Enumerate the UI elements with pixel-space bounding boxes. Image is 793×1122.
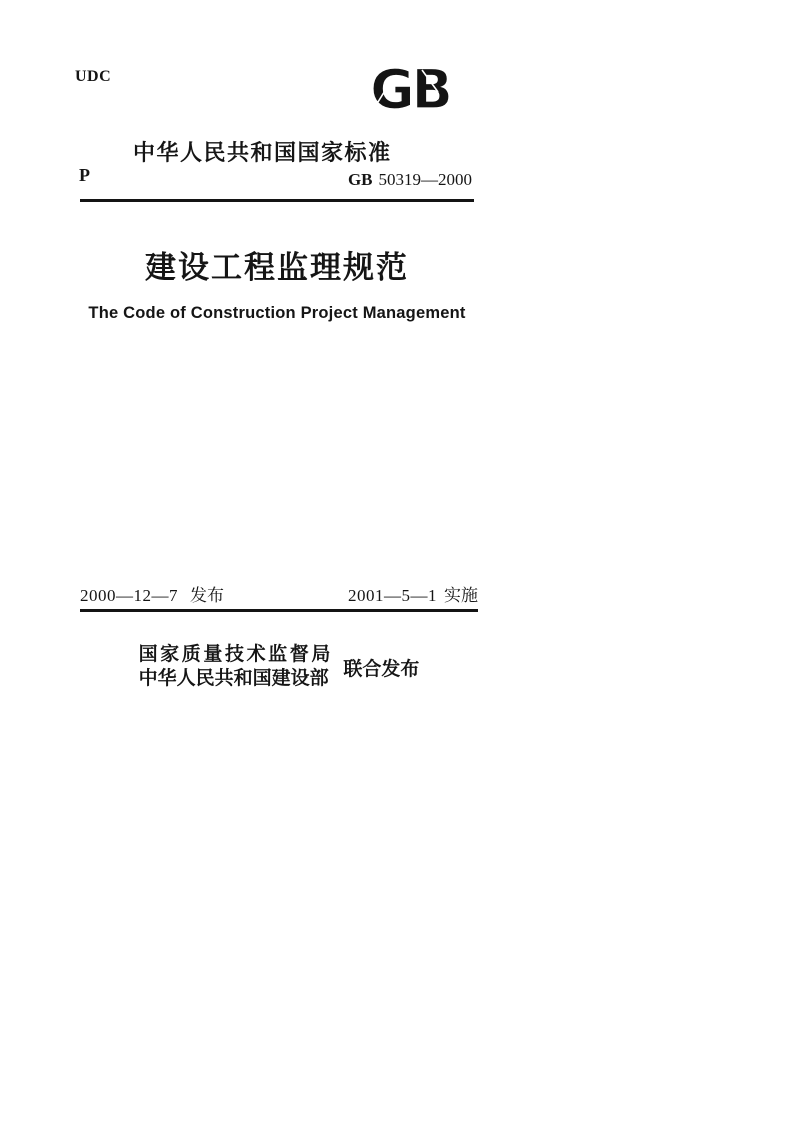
dates-row <box>80 581 478 606</box>
issue-label: 发布 <box>190 586 224 605</box>
gb-logo <box>364 58 456 118</box>
joint-publish-label: 联合发布 <box>343 658 420 680</box>
gb-logo-text: GB <box>370 58 450 118</box>
issue-date: 2000—12—7 <box>80 586 178 605</box>
national-standard-heading: 中华人民共和国国家标准 <box>133 140 392 165</box>
publisher-block <box>80 643 478 691</box>
publisher-line-1: 国家质量技术监督局 <box>138 644 333 665</box>
issue-date-group <box>80 581 224 606</box>
standard-number-prefix: GB <box>347 170 373 189</box>
standard-number <box>348 170 472 190</box>
classification-label: P <box>79 165 90 185</box>
publisher-names <box>139 643 331 691</box>
standard-number-value: 50319—2000 <box>378 170 472 189</box>
header-rule <box>80 199 474 202</box>
document-title-en: The Code of Construction Project Management <box>88 304 466 322</box>
effective-date-group <box>348 581 478 606</box>
dates-rule <box>80 609 478 612</box>
document-title-cn: 建设工程监理规范 <box>145 250 409 285</box>
effective-label: 实施 <box>444 586 478 605</box>
udc-label: UDC <box>75 68 112 85</box>
publisher-line-2: 中华人民共和国建设部 <box>138 668 329 689</box>
effective-date: 2001—5—1 <box>348 586 437 605</box>
